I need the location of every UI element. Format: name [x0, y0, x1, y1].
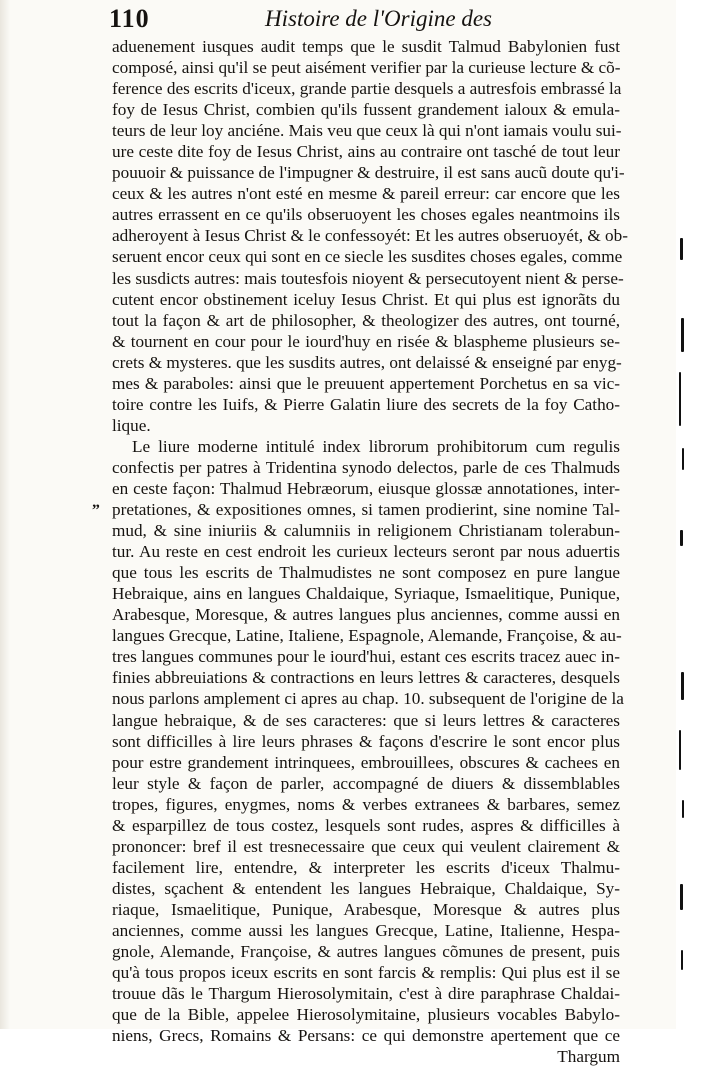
text-line: ure ceste dite foy de Iesus Christ, ains au contraire ont tasché de tout leur	[112, 142, 620, 162]
edge-mark	[679, 730, 681, 770]
text-line: mes & paraboles: ainsi que le preuuent appertement Porchetus en sa vic-	[112, 373, 620, 393]
text-line: en ceste façon: Thalmud Hebræorum, eiusque glossæ annotationes, inter-	[112, 478, 620, 498]
text-line: & esparpillez de tous costez, lesquels sont rudes, aspres & difficilles à	[112, 815, 620, 835]
quotation-marker: „	[92, 494, 100, 511]
text-line: foy de Iesus Christ, combien qu'ils fussent grandement ialoux & emula-	[112, 100, 620, 120]
text-line: Hebraique, ains en langues Chaldaique, Syriaque, Ismaelitique, Punique,	[112, 584, 620, 604]
edge-mark	[680, 530, 683, 546]
text-line: seruent encor ceux qui sont en ce siecle les susdites choses egales, comme	[112, 247, 623, 267]
text-line: cutent encor obstinement iceluy Iesus Christ. Et qui plus est ignorãts du	[112, 289, 620, 309]
text-line: ference des escrits d'iceux, grande partie desquels a autresfois embrassé la	[112, 79, 622, 99]
text-line: ceux & les autres n'ont esté en mesme & pareil erreur: car encore que les	[112, 184, 620, 204]
text-line: autres errassent en ce qu'ils obseruoyent les choses egales neantmoins ils	[112, 205, 620, 225]
text-line: pretationes, & expositiones omnes, si tamen prodierint, sine nomine Tal-	[112, 500, 620, 520]
text-line: leur style & façon de parler, accompagné de diuers & dissemblables	[112, 773, 620, 793]
text-line: nous parlons amplement ci apres au chap. 10. subsequent de l'origine de la	[112, 689, 624, 709]
text-line: finies abbreuiations & contractions en leurs lettres & caracteres, desquels	[112, 668, 620, 688]
text-line: langues Grecque, Latine, Italiene, Espagnole, Alemande, Françoise, & au-	[112, 626, 622, 646]
edge-mark	[682, 800, 684, 818]
text-line: lique.	[112, 415, 151, 435]
text-line: que de la Bible, appelee Hierosolymitaine, plusieurs vocables Babylo-	[112, 1005, 620, 1025]
text-line: mud, & sine iniuriis & calumniis in religionem Christianam tolerabun-	[112, 521, 620, 541]
text-line: langue hebraique, & de ses caracteres: que si leurs lettres & caracteres	[112, 710, 620, 730]
text-line: teurs de leur loy anciéne. Mais veu que ceux là qui n'ont iamais voulu sui-	[112, 121, 622, 141]
text-line: & tournent en cour pour le iourd'huy en risée & blaspheme plusieurs se-	[112, 331, 620, 351]
text-line: Arabesque, Moresque, & autres langues plus anciennes, comme aussi en	[112, 605, 620, 625]
paragraph-2	[112, 436, 624, 1046]
text-line: distes, sçachent & entendent les langues Hebraique, Chaldaique, Sy-	[112, 878, 620, 898]
text-line: tres langues communes pour le iourd'hui, estant ces escrits tracez auec in-	[112, 647, 620, 667]
body-text	[112, 36, 628, 1067]
text-line: toire contre les Iuifs, & Pierre Galatin liure des secrets de la foy Catho-	[112, 394, 620, 414]
text-line: gnole, Alemande, Françoise, & autres langues cõmunes de present, puis	[112, 942, 620, 962]
edge-mark	[681, 950, 683, 970]
text-line: facilement lire, entendre, & interpreter les escrits d'iceux Thalmu-	[112, 857, 620, 877]
edge-mark	[679, 372, 681, 426]
text-line: tur. Au reste en cest endroit les curieux lecteurs seront par nous aduertis	[112, 542, 620, 562]
paragraph-1	[112, 36, 628, 436]
text-line: pouuoir & puissance de l'impugner & destruire, il est sans aucũ doute qu'i-	[112, 163, 625, 183]
text-line: trouue dãs le Thargum Hierosolymitain, c'est à dire paraphrase Chaldai-	[112, 984, 620, 1004]
text-line: crets & mysteres. que les susdits autres, ont delaissé & enseigné par enyg-	[112, 352, 622, 372]
running-title: Histoire de l'Origine des	[265, 6, 493, 31]
page-number: 110	[109, 4, 150, 33]
text-line: les susdicts autres: mais toutesfois nioyent & persecutoyent nient & perse-	[112, 268, 624, 288]
text-line: pour estre grandement intrinquees, embrouillees, obscures & cachees en	[112, 752, 620, 772]
text-line: tropes, figures, enygmes, noms & verbes extranees & barbares, semez	[112, 794, 620, 814]
facing-page-edge	[676, 0, 728, 1029]
text-line: qu'à tous propos iceux escrits en sont farcis & remplis: Qui plus est il se	[112, 963, 620, 983]
page-gutter-shadow	[0, 0, 10, 1029]
edge-mark	[682, 448, 684, 470]
text-line: adheroyent à Iesus Christ & le confessoyét: Et les autres obseruoyét, & ob-	[112, 226, 628, 246]
text-line: sont difficilles à lire leurs phrases & façons d'escrire le sont encor plus	[112, 731, 620, 751]
edge-mark	[681, 318, 684, 352]
page-header	[105, 4, 625, 38]
text-line: que tous les escrits de Thalmudistes ne sont composez en pure langue	[112, 563, 620, 583]
edge-mark	[681, 672, 684, 700]
catchword: Thargum	[557, 1047, 620, 1067]
text-line: riaque, Ismaelitique, Punique, Arabesque, Moresque & autres plus	[112, 899, 620, 919]
text-line: confectis per patres à Tridentina synodo delectos, parle de ces Thalmuds	[112, 457, 620, 477]
edge-mark	[680, 238, 683, 260]
text-line: tout la façon & art de philosopher, & theologizer des autres, ont tourné,	[112, 310, 620, 330]
text-line: anciennes, comme aussi les langues Grecque, Latine, Italienne, Hespa-	[112, 920, 620, 940]
text-line: prononcer: bref il est tresnecessaire que ceux qui veulent clairement &	[112, 836, 620, 856]
text-line: aduenement iusques audit temps que le susdit Talmud Babylonien fust	[112, 37, 620, 56]
edge-mark	[680, 884, 683, 910]
text-line: Le liure moderne intitulé index librorum prohibitorum cum regulis	[132, 436, 620, 456]
text-line: composé, ainsi qu'il se peut aisément verifier par la curieuse lecture & cõ-	[112, 58, 621, 78]
text-line: niens, Grecs, Romains & Persans: ce qui demonstre apertement que ce	[112, 1026, 620, 1046]
